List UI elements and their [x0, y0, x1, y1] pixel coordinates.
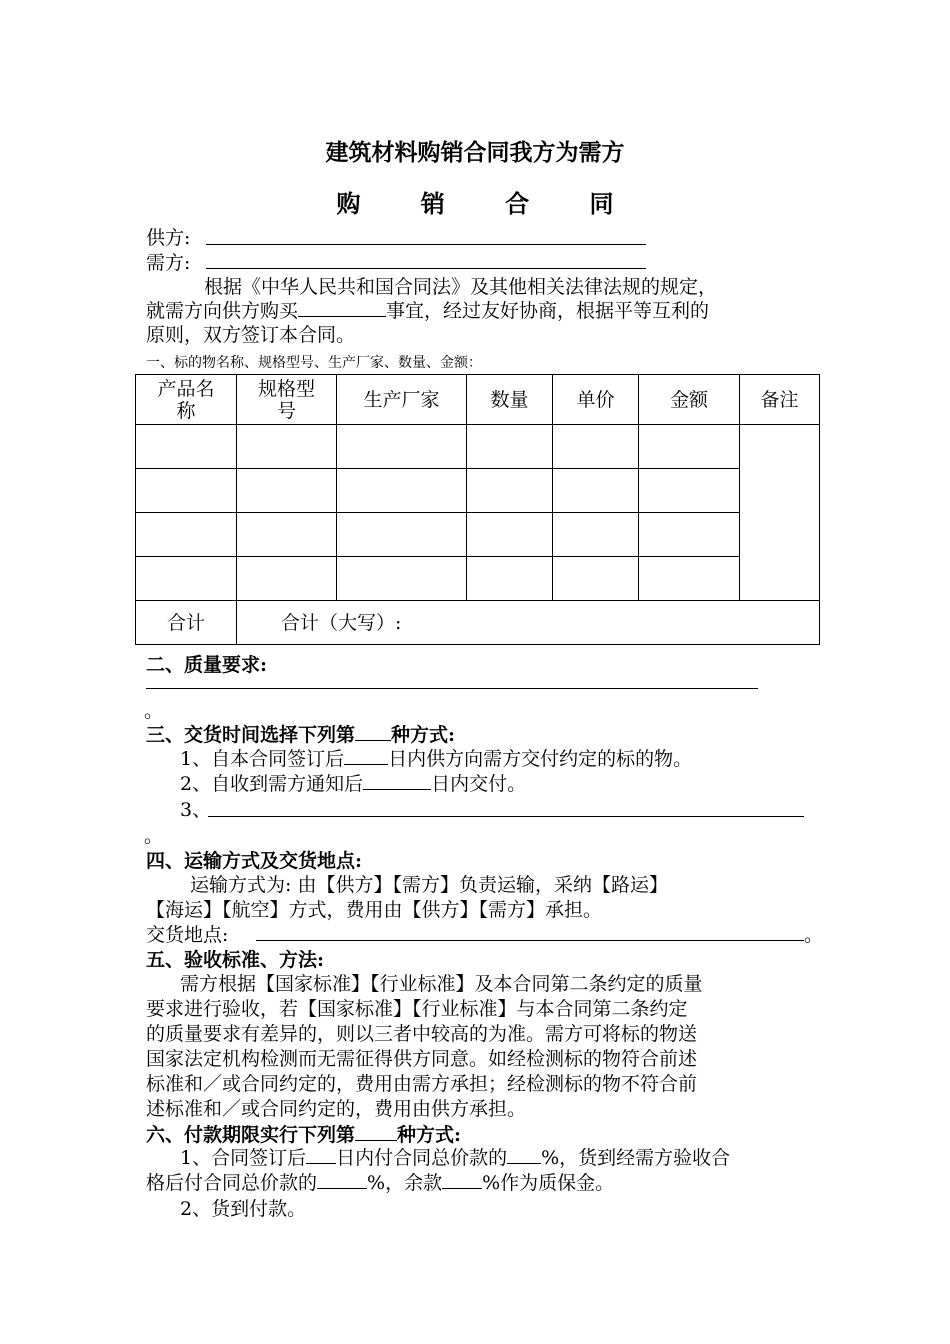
delivery-days-field[interactable] [344, 746, 388, 765]
buyer-field[interactable] [206, 268, 646, 269]
acceptance-percent-field[interactable] [317, 1170, 367, 1189]
acceptance-line-2: 要求进行验收，若【国家标准】【行业标准】与本合同第二条约定 [146, 998, 688, 1020]
table-cell[interactable] [639, 557, 740, 601]
delivery-option-1-after: 日内供方向需方交付约定的标的物。 [388, 748, 693, 770]
section-3-heading [146, 720, 455, 747]
header-spec-model: 规格型号 [237, 375, 337, 425]
intro-line-2 [146, 298, 709, 324]
table-row [136, 469, 820, 513]
table-cell[interactable] [553, 513, 639, 557]
delivery-place-label: 交货地点: [146, 924, 229, 946]
payment-option-1-b: 日内付合同总价款的 [336, 1147, 508, 1169]
table-cell[interactable] [467, 513, 553, 557]
delivery-option-3-label: 3、 [180, 799, 212, 821]
section-6-heading-before: 六、付款期限实行下列第 [146, 1124, 356, 1146]
table-row [136, 557, 820, 601]
table-cell[interactable] [337, 469, 467, 513]
remarks-cell[interactable] [740, 425, 820, 601]
table-cell[interactable] [136, 513, 237, 557]
payment-option-1-line-2 [146, 1170, 614, 1196]
payment-option-field[interactable] [355, 1122, 397, 1141]
delivery-place-field[interactable] [256, 940, 804, 941]
section-3-heading-before: 三、交货时间选择下列第 [146, 724, 356, 746]
delivery-option-2-after: 日内交付。 [431, 773, 527, 795]
payment-option-1 [180, 1145, 730, 1171]
header-product-name: 产品名称 [136, 375, 237, 425]
acceptance-line-3: 的质量要求有差异的，则以三者中较高的为准。需方可将标的物送 [146, 1023, 698, 1045]
table-cell[interactable] [337, 557, 467, 601]
section-2-heading: 二、质量要求: [146, 654, 268, 676]
table-cell[interactable] [136, 557, 237, 601]
payment-option-1-line-2-a: 格后付合同总价款的 [146, 1172, 318, 1194]
table-cell[interactable] [553, 557, 639, 601]
table-cell[interactable] [337, 513, 467, 557]
buyer-label: 需方: [146, 252, 191, 274]
table-cell[interactable] [467, 469, 553, 513]
delivery-option-field[interactable] [355, 722, 391, 741]
payment-option-1-line-2-c: %作为质保金。 [482, 1172, 615, 1194]
payment-option-2: 2、货到付款。 [180, 1198, 307, 1220]
supplier-field[interactable] [206, 244, 646, 245]
section-4-heading: 四、运输方式及交货地点: [146, 850, 363, 872]
total-label: 合计 [136, 601, 237, 645]
table-cell[interactable] [237, 425, 337, 469]
table-cell[interactable] [467, 425, 553, 469]
notice-days-field[interactable] [363, 771, 431, 790]
intro-line-2-before: 就需方向供方购买 [146, 300, 299, 322]
section-1-heading: 一、标的物名称、规格型号、生产厂家、数量、金额： [146, 355, 482, 371]
document-title: 建筑材料购销合同我方为需方 [325, 139, 625, 166]
payment-option-1-a: 1、合同签订后 [180, 1147, 307, 1169]
section-4-end-mark: 。 [804, 924, 824, 946]
payment-days-field[interactable] [306, 1145, 336, 1164]
section-5-heading: 五、验收标准、方法: [146, 949, 325, 971]
table-cell[interactable] [553, 425, 639, 469]
delivery-option-3-field[interactable] [208, 816, 804, 817]
total-in-words[interactable]: 合计（大写）: [237, 601, 820, 645]
delivery-option-1 [180, 746, 692, 772]
table-cell[interactable] [237, 557, 337, 601]
retention-percent-field[interactable] [442, 1170, 482, 1189]
table-row [136, 425, 820, 469]
section-3-heading-after: 种方式: [391, 724, 456, 746]
table-cell[interactable] [136, 425, 237, 469]
header-quantity: 数量 [467, 375, 553, 425]
table-cell[interactable] [639, 469, 740, 513]
intro-line-3: 原则，双方签订本合同。 [146, 324, 356, 346]
delivery-option-1-before: 1、自本合同签订后 [180, 748, 345, 770]
acceptance-line-5: 标准和／或合同约定的，费用由需方承担；经检测标的物不符合前 [146, 1073, 698, 1095]
table-cell[interactable] [639, 513, 740, 557]
transport-line-1: 运输方式为: 由【供方】【需方】负责运输，采纳【路运】 [190, 874, 668, 896]
table-cell[interactable] [337, 425, 467, 469]
table-cell[interactable] [237, 513, 337, 557]
section-2-end-mark: 。 [144, 700, 164, 722]
table-cell[interactable] [639, 425, 740, 469]
section-6-heading-after: 种方式: [397, 1124, 462, 1146]
delivery-option-2-before: 2、自收到需方通知后 [180, 773, 364, 795]
header-manufacturer: 生产厂家 [337, 375, 467, 425]
header-remarks: 备注 [740, 375, 820, 425]
items-table [135, 374, 820, 645]
intro-line-1: 根据《中华人民共和国合同法》及其他相关法律法规的规定， [204, 276, 718, 298]
advance-percent-field[interactable] [507, 1145, 541, 1164]
delivery-option-2 [180, 771, 526, 797]
payment-option-1-c: %，货到经需方验收合 [541, 1147, 731, 1169]
purchase-item-field[interactable] [298, 298, 386, 317]
payment-option-1-line-2-b: %，余款 [367, 1172, 443, 1194]
contract-heading: 购 销 合 同 [336, 189, 640, 218]
table-cell[interactable] [467, 557, 553, 601]
supplier-label: 供方: [146, 227, 191, 249]
table-row [136, 513, 820, 557]
table-cell[interactable] [237, 469, 337, 513]
table-cell[interactable] [136, 469, 237, 513]
table-cell[interactable] [553, 469, 639, 513]
acceptance-line-1: 需方根据【国家标准】【行业标准】及本合同第二条约定的质量 [180, 973, 703, 995]
acceptance-line-6: 述标准和／或合同约定的，费用由供方承担。 [146, 1098, 527, 1120]
header-amount: 金额 [639, 375, 740, 425]
acceptance-line-4: 国家法定机构检测而无需征得供方同意。如经检测标的物符合前述 [146, 1048, 698, 1070]
quality-requirement-field[interactable] [146, 688, 758, 689]
section-6-heading [146, 1120, 461, 1147]
intro-line-2-after: 事宜，经过友好协商，根据平等互利的 [386, 300, 710, 322]
header-unit-price: 单价 [553, 375, 639, 425]
section-3-end-mark: 。 [144, 825, 164, 847]
transport-line-2: 【海运】【航空】方式，费用由【供方】【需方】承担。 [146, 899, 603, 921]
